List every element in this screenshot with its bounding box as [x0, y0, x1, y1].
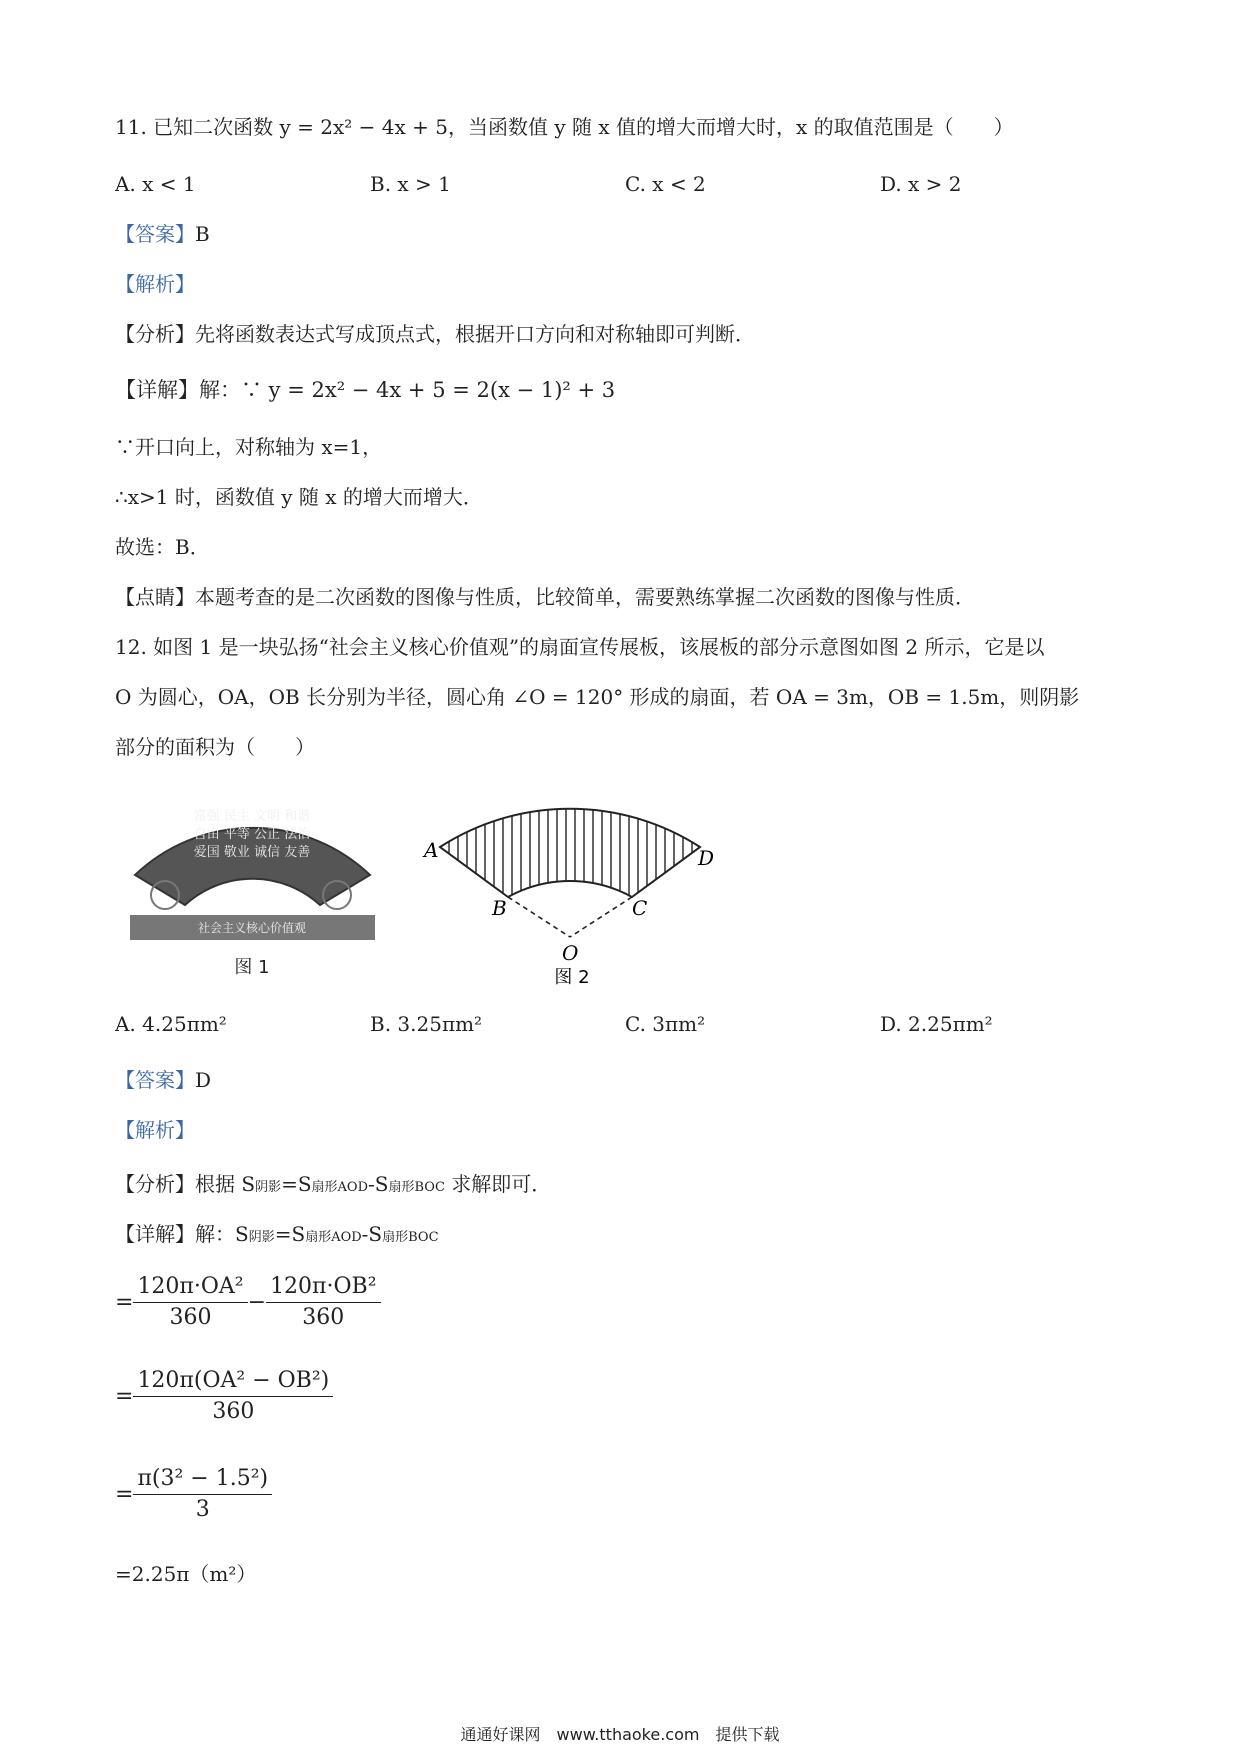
dianjing-text: 本题考查的是二次函数的图像与性质，比较简单，需要熟练掌握二次函数的图像与性质． — [195, 585, 975, 609]
fenxi-tag: 【分析】 — [115, 322, 195, 346]
analysis-tag: 【解析】 — [115, 1118, 195, 1142]
q11-analysis-tag — [115, 270, 195, 298]
dianjing-tag: 【点睛】 — [115, 585, 195, 609]
step2-expression: = $\frac{\text{120π(OA² − OB²)}}{360}$ — [115, 1366, 333, 1427]
point-c-label: C — [632, 896, 648, 920]
answer-value: D — [195, 1068, 212, 1092]
q12-option-d: D. 2.25πm² — [880, 1012, 993, 1036]
fig1-label: 图 1 — [234, 957, 270, 978]
q11-stem: 11. 已知二次函数 y = 2x² − 4x + 5，当函数值 y 随 x 值的增大而增大时，x 的取值范围是（ ） — [115, 115, 1014, 139]
answer-value: B — [195, 222, 210, 246]
sub-shadow: 阴影 — [255, 1180, 282, 1195]
sub-aod: 扇形AOD — [311, 1180, 369, 1195]
sub-boc: 扇形BOC — [388, 1180, 445, 1195]
q12-option-b: B. 3.25πm² — [370, 1012, 483, 1036]
minus-s: -S — [361, 1222, 383, 1246]
page-footer: 通通好课网 www.tthaoke.com 提供下载 — [460, 1725, 780, 1744]
shaded-ring-sector — [440, 809, 700, 897]
step1-numerator-1: 120π·OA² — [133, 1272, 247, 1303]
q12-option-c: C. 3πm² — [625, 1012, 706, 1036]
step3-numerator: π(3² − 1.5²) — [133, 1464, 272, 1495]
detail-tag: 【详解】 — [115, 1222, 195, 1246]
q11-answer — [115, 220, 210, 248]
q12-detail — [115, 1220, 439, 1252]
q11-line3: 故选：B． — [115, 535, 210, 559]
step2-denominator: 360 — [212, 1399, 255, 1424]
q11-line2: ∴x>1 时，函数值 y 随 x 的增大而增大． — [115, 485, 483, 509]
fenxi-tag: 【分析】 — [115, 1172, 195, 1196]
q12-stem-line1: 12. 如图 1 是一块弘扬“社会主义核心价值观”的扇面宣传展板，该展板的部分示意图如图 2 所示，它是以 — [115, 635, 1045, 659]
q12-option-a: A. 4.25πm² — [115, 1012, 227, 1036]
q11-detail — [115, 376, 615, 404]
fig1-line3: 爱国 敬业 诚信 友善 — [193, 845, 311, 860]
q12-fenxi — [115, 1170, 551, 1202]
fig1-line1: 富强 民主 文明 和谐 — [193, 809, 311, 824]
dashed-oc — [570, 897, 632, 937]
q11-dianjing — [115, 583, 975, 611]
answer-tag: 【答案】 — [115, 222, 195, 246]
detail-pre: 解：S — [195, 1222, 249, 1246]
eq-s: =S — [274, 1222, 306, 1246]
figure-2 — [420, 775, 725, 990]
detail-text: 解：∵ y = 2x² − 4x + 5 = 2(x − 1)² + 3 — [199, 378, 616, 402]
sub-boc: 扇形BOC — [382, 1230, 439, 1245]
fenxi-pre: 根据 S — [195, 1172, 256, 1196]
fenxi-text: 先将函数表达式写成顶点式，根据开口方向和对称轴即可判断． — [195, 322, 755, 346]
point-o-label: O — [562, 941, 579, 965]
q11-option-c: C. x < 2 — [625, 172, 706, 196]
final-result: =2.25π（m²） — [115, 1562, 257, 1586]
dashed-ob — [508, 897, 570, 937]
q11-option-a: A. x < 1 — [115, 172, 196, 196]
fenxi-post: 求解即可． — [444, 1172, 552, 1196]
fig2-label: 图 2 — [554, 967, 590, 988]
figure-1 — [115, 780, 390, 980]
step3-denominator: 3 — [195, 1497, 210, 1522]
sub-aod: 扇形AOD — [305, 1230, 362, 1245]
q11-option-d: D. x > 2 — [880, 172, 962, 196]
step1-expression: = $\frac{\text{120π·OA²}}{360}$ − $\frac{\text{120π·OB²}}{360}$ — [115, 1272, 381, 1333]
sub-shadow: 阴影 — [248, 1230, 275, 1245]
step1-denominator-1: 360 — [169, 1305, 212, 1330]
q12-stem-line2: O 为圆心，OA，OB 长分别为半径，圆心角 ∠O = 120° 形成的扇面，若 OA = 3m，OB = 1.5m，则阴影 — [115, 685, 1080, 709]
minus-s: -S — [368, 1172, 389, 1196]
q11-option-b: B. x > 1 — [370, 172, 451, 196]
q11-line1: ∵开口向上，对称轴为 x=1， — [115, 435, 383, 459]
answer-tag: 【答案】 — [115, 1068, 195, 1092]
step1-numerator-2: 120π·OB² — [266, 1272, 380, 1303]
step1-denominator-2: 360 — [302, 1305, 345, 1330]
step2-numerator: 120π(OA² − OB²) — [133, 1366, 333, 1397]
analysis-tag: 【解析】 — [115, 272, 195, 296]
detail-tag: 【详解】 — [115, 378, 199, 402]
point-b-label: B — [492, 896, 507, 920]
q12-stem-line3: 部分的面积为（ ） — [115, 735, 315, 759]
point-d-label: D — [698, 846, 715, 870]
eq-s: =S — [281, 1172, 312, 1196]
q12-analysis-tag — [115, 1116, 195, 1144]
step3-expression: = $\frac{\text{π(3² − 1.5²)}}{3}$ — [115, 1464, 272, 1525]
point-a-label: A — [424, 838, 439, 862]
q12-answer — [115, 1066, 211, 1094]
fig1-base-text: 社会主义核心价值观 — [197, 921, 307, 935]
q11-fenxi — [115, 320, 755, 348]
fig1-line2: 自由 平等 公正 法治 — [193, 827, 311, 842]
